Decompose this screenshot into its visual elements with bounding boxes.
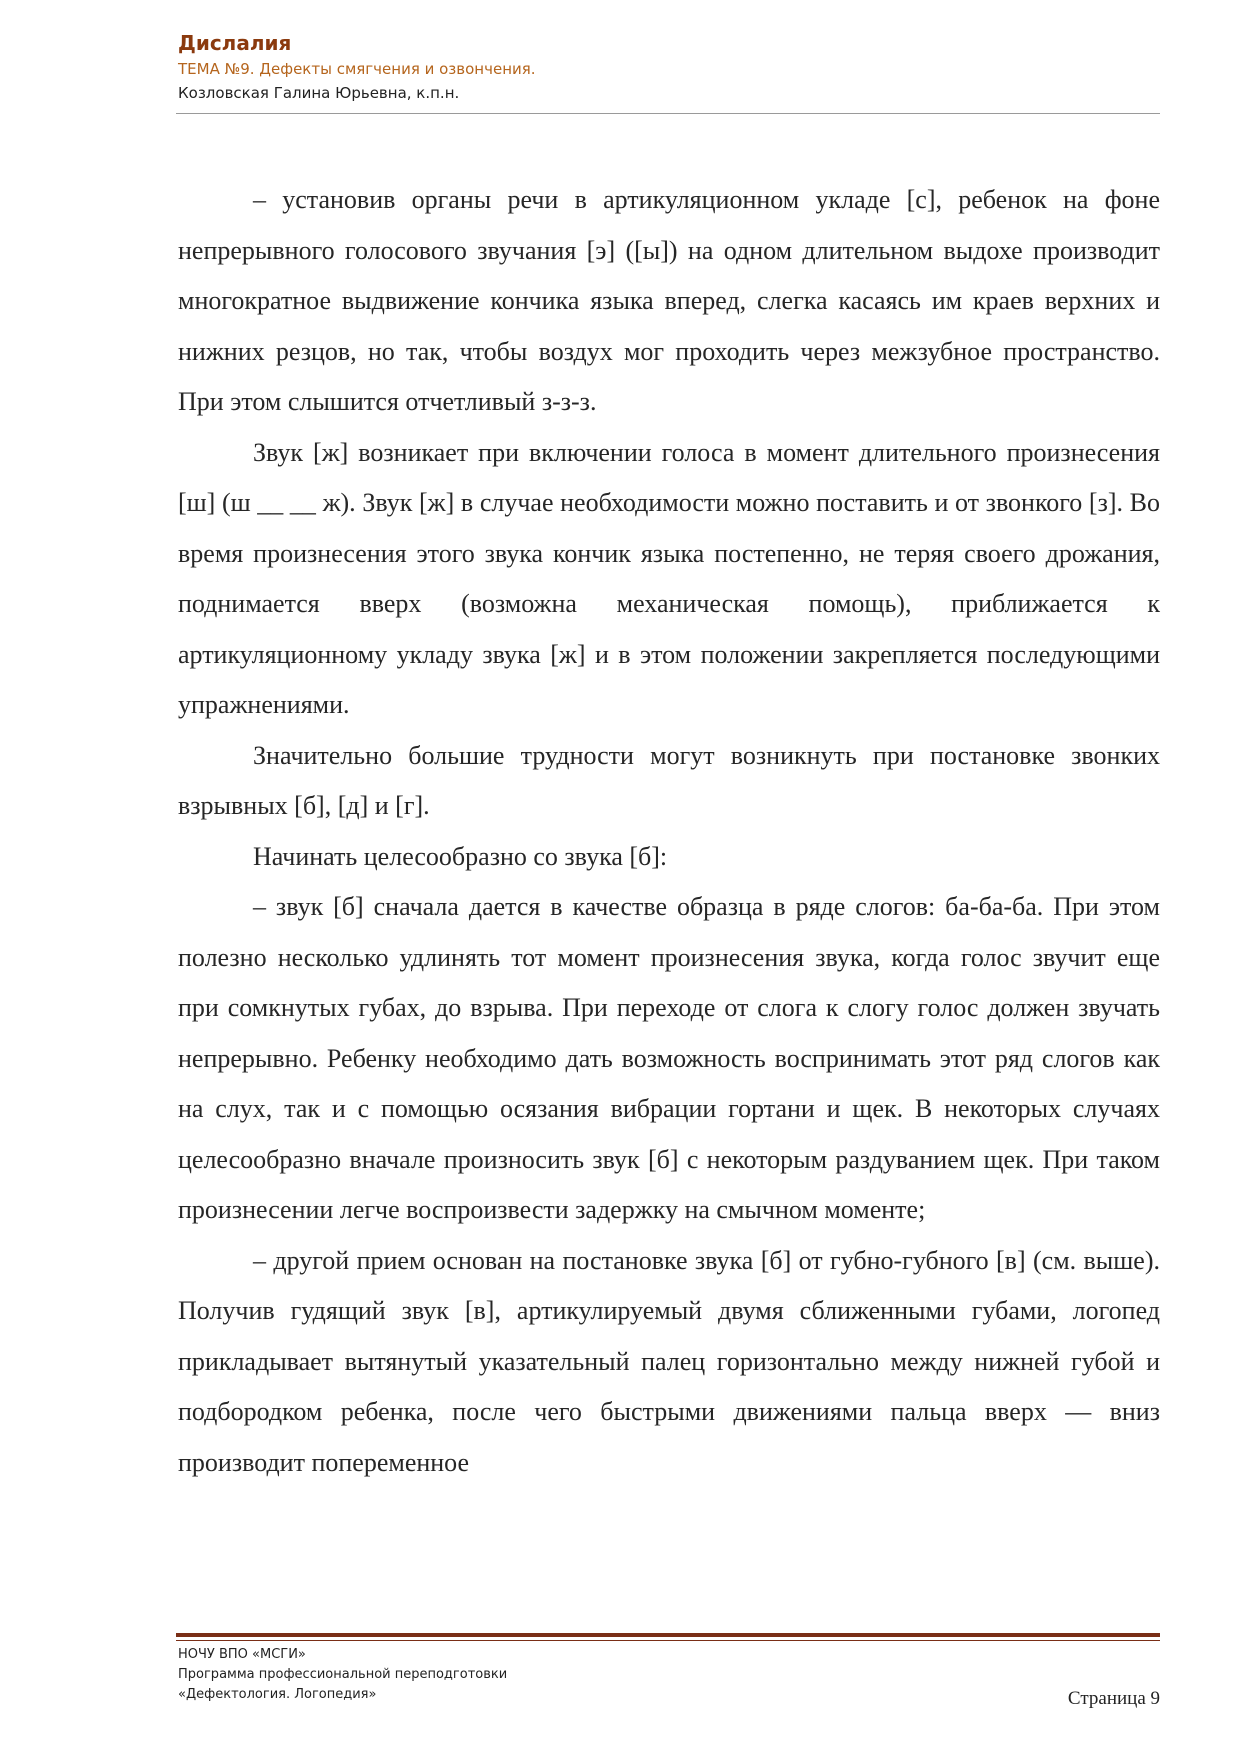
page-number: Страница 9 — [1067, 1688, 1160, 1709]
footer-program: Программа профессиональной переподготовки — [178, 1667, 508, 1682]
topic-line: ТЕМА №9. Дефекты смягчения и озвончения. — [178, 60, 536, 78]
author-line: Козловская Галина Юрьевна, к.п.н. — [178, 84, 460, 102]
document-title: Дислалия — [178, 31, 292, 55]
paragraph: – другой прием основан на постановке звука [б] от губно-губного [в] (см. выше). Получив гудящий звук [в], артикулируемый двумя сближенными губами, логопед прикладывает вытянутый указательный палец горизонтально между нижней губой и подбородком ребенка, после чего быстрыми движениями пальца вверх — вниз производит попеременное — [178, 1245, 1160, 1477]
paragraph: – звук [б] сначала дается в качестве образца в ряде слогов: ба-ба-ба. При этом полезно несколько удлинять тот момент произнесения звука, когда голос звучит еще при сомкнутых губах, до взрыва. При переходе от слога к слогу голос должен звучать непрерывно. Ребенку необходимо дать возможность воспринимать этот ряд слогов как на слух, так и с помощью осязания вибрации гортани и щек. В некоторых случаях целесообразно вначале произносить звук [б] с некоторым раздуванием щек. При таком произнесении легче воспроизвести задержку на смычном моменте; — [178, 892, 1160, 1224]
paragraph: Значительно большие трудности могут возникнуть при постановке звонких взрывных [б], [д] и [г]. — [178, 740, 1160, 820]
footer-org: НОЧУ ВПО «МСГИ» — [178, 1647, 306, 1662]
paragraph: Начинать целесообразно со звука [б]: — [253, 841, 668, 871]
paragraph: Звук [ж] возникает при включении голоса в момент длительного произнесения [ш] (ш __ __ ж). Звук [ж] в случае необходимости можно поставить и от звонкого [з]. Во время произнесения этого звука кончик языка постепенно, не теряя своего дрожания, поднимается вверх (возможна механическая помощь), приближается к артикуляционному укладу звука [ж] и в этом положении закрепляется последующими упражнениями. — [178, 437, 1160, 719]
page-header — [178, 30, 1158, 105]
footer-divider-thin — [176, 1640, 1160, 1641]
footer-course: «Дефектология. Логопедия» — [178, 1687, 377, 1702]
body-text — [178, 175, 1160, 1488]
footer-divider — [176, 1633, 1160, 1637]
header-divider — [176, 113, 1160, 114]
footer-info — [178, 1645, 507, 1705]
paragraph: – установив органы речи в артикуляционном укладе [с], ребенок на фоне непрерывного голосового звучания [э] ([ы]) на одном длительном выдохе производит многократное выдвижение кончика языка вперед, слегка касаясь им краев верхних и нижних резцов, но так, чтобы воздух мог проходить через межзубное пространство. При этом слышится отчетливый з-з-з. — [178, 185, 1160, 416]
